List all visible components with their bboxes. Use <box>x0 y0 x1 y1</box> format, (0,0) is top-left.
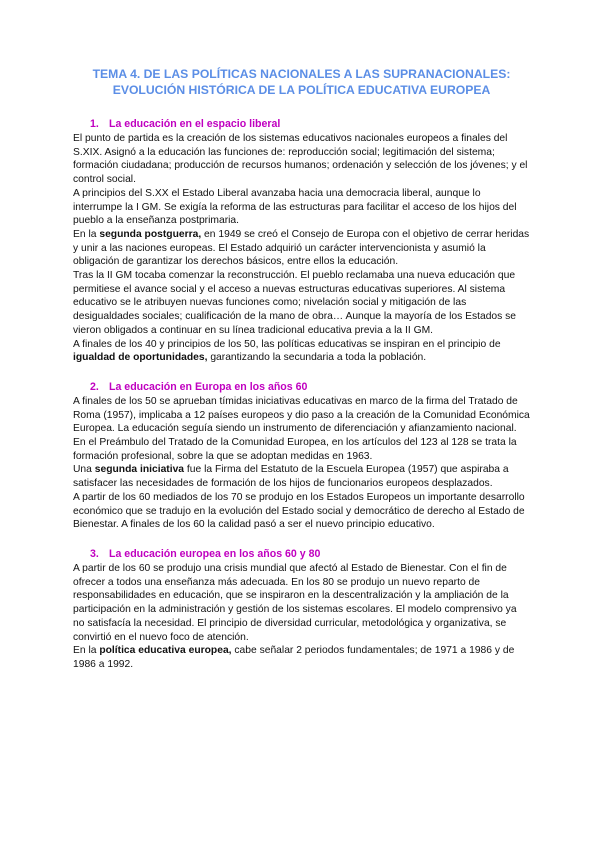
section-2 <box>73 381 530 532</box>
bold-term: igualdad de oportunidades, <box>73 352 208 364</box>
paragraph <box>73 463 530 490</box>
section-3 <box>73 548 530 672</box>
section-heading <box>73 118 530 131</box>
section-heading <box>73 548 530 561</box>
text-run: fue la Firma del Estatuto de la Escuela Europea (1957) que aspiraba a satisfacer las necesidades de formación de los hijos de funcionarios europeos desplazados. <box>73 464 509 490</box>
paragraph <box>73 228 530 269</box>
section-number: 2. <box>90 380 99 393</box>
document-title <box>73 66 530 98</box>
bold-term: segunda iniciativa <box>94 464 185 476</box>
section-heading <box>73 381 530 394</box>
title-line-1: TEMA 4. DE LAS POLÍTICAS NACIONALES A LAS SUPRANACIONALES: <box>92 67 511 81</box>
paragraph: En el Preámbulo del Tratado de la Comunidad Europea, en los artículos del 123 al 128 se trata la formación profesional, sobre la que se adoptan medidas en 1963. <box>73 437 517 462</box>
section-title: La educación en el espacio liberal <box>109 118 281 130</box>
paragraph: El punto de partida es la creación de los sistemas educativos nacionales europeos a finales del S.XIX. Asignó a la educación las funciones de: reproducción social; legitimación del sistema; formación ciudadana; producción de recursos humanos; ordenación y selección de los jóvenes; y el control social. <box>73 133 528 186</box>
paragraph: Tras la II GM tocaba comenzar la reconstrucción. El pueblo reclamaba una nueva educación que permitiese el avance social y el acceso a nuevas estructuras educativas superiores. Al sistema educativo se le atribuyen nuevas funciones como; nivelación social y mitigación de las desigualdades sociales; cualificación de la mano de obra… Aunque la mayoría de los Estados se vieron obligados a continuar en su línea tradicional educativa previa a la II GM. <box>73 270 517 336</box>
section-number: 1. <box>90 118 99 130</box>
text-run: A finales de los 40 y principios de los 50, las políticas educativas se inspiran en el principio de <box>73 338 501 350</box>
text-run: En la <box>73 228 100 240</box>
section-1 <box>73 118 530 365</box>
section-title: La educación europea en los años 60 y 80 <box>109 547 321 560</box>
text-run: en 1949 se creó el Consejo de Europa con el objetivo de cerrar heridas y unir a las naciones europeas. El Estado adquirió un carácter intervencionista y asumió la obligación de garantizar los derechos básicos, entre ellos la educación. <box>73 228 530 268</box>
bold-term: segunda postguerra, <box>99 228 202 240</box>
text-run: garantizando la secundaria a toda la población. <box>207 352 427 364</box>
paragraph <box>73 644 530 671</box>
paragraph <box>73 338 530 365</box>
text-run: cabe señalar 2 periodos fundamentales; de 1971 a 1986 y de 1986 a 1992. <box>73 645 515 670</box>
text-run: En la <box>73 645 100 657</box>
bold-term: política educativa europea, <box>99 645 232 657</box>
text-run: Una <box>73 464 95 476</box>
paragraph: A principios del S.XX el Estado Liberal avanzaba hacia una democracia liberal, aunque lo interrumpe la I GM. Se exigía la reforma de las estructuras para facilitar el acceso de los hijos del pueblo a la enseñanza postprimaria. <box>73 187 517 227</box>
paragraph: A partir de los 60 se produjo una crisis mundial que afectó al Estado de Bienestar. Con el fin de ofrecer a todos una enseñanza más adecuada. En los 80 se produjo un nuevo reparto de responsabilidades en educación, que se inspiraron en la descentralización y la ampliación de la participación en la administración y gestión de los sistemas escolares. El modelo comprensivo ya no satisfacía la necesidad. El principio de diversidad curricular, metodológica y organizativa, se convirtió en el nuevo foco de atención. <box>73 562 517 643</box>
title-line-2: EVOLUCIÓN HISTÓRICA DE LA POLÍTICA EDUCATIVA EUROPEA <box>112 83 491 97</box>
paragraph: A partir de los 60 mediados de los 70 se produjo en los Estados Europeos un importante desarrollo económico que se tradujo en la evolución del Estado social y democrático de derecho al Estado de Bienestar. A finales de los 60 la calidad pasó a ser el nuevo principio educativo. <box>73 491 525 531</box>
section-title: La educación en Europa en los años 60 <box>109 380 308 393</box>
paragraph: A finales de los 50 se aprueban tímidas iniciativas educativas en marco de la firma del Tratado de Roma (1957), implicaba a 12 países europeos y dio paso a la creación de la Comunidad Económica Europea. La educación seguía siendo un instrumento de diferenciación y afianzamiento nacional. <box>73 395 530 435</box>
section-number: 3. <box>90 547 99 560</box>
